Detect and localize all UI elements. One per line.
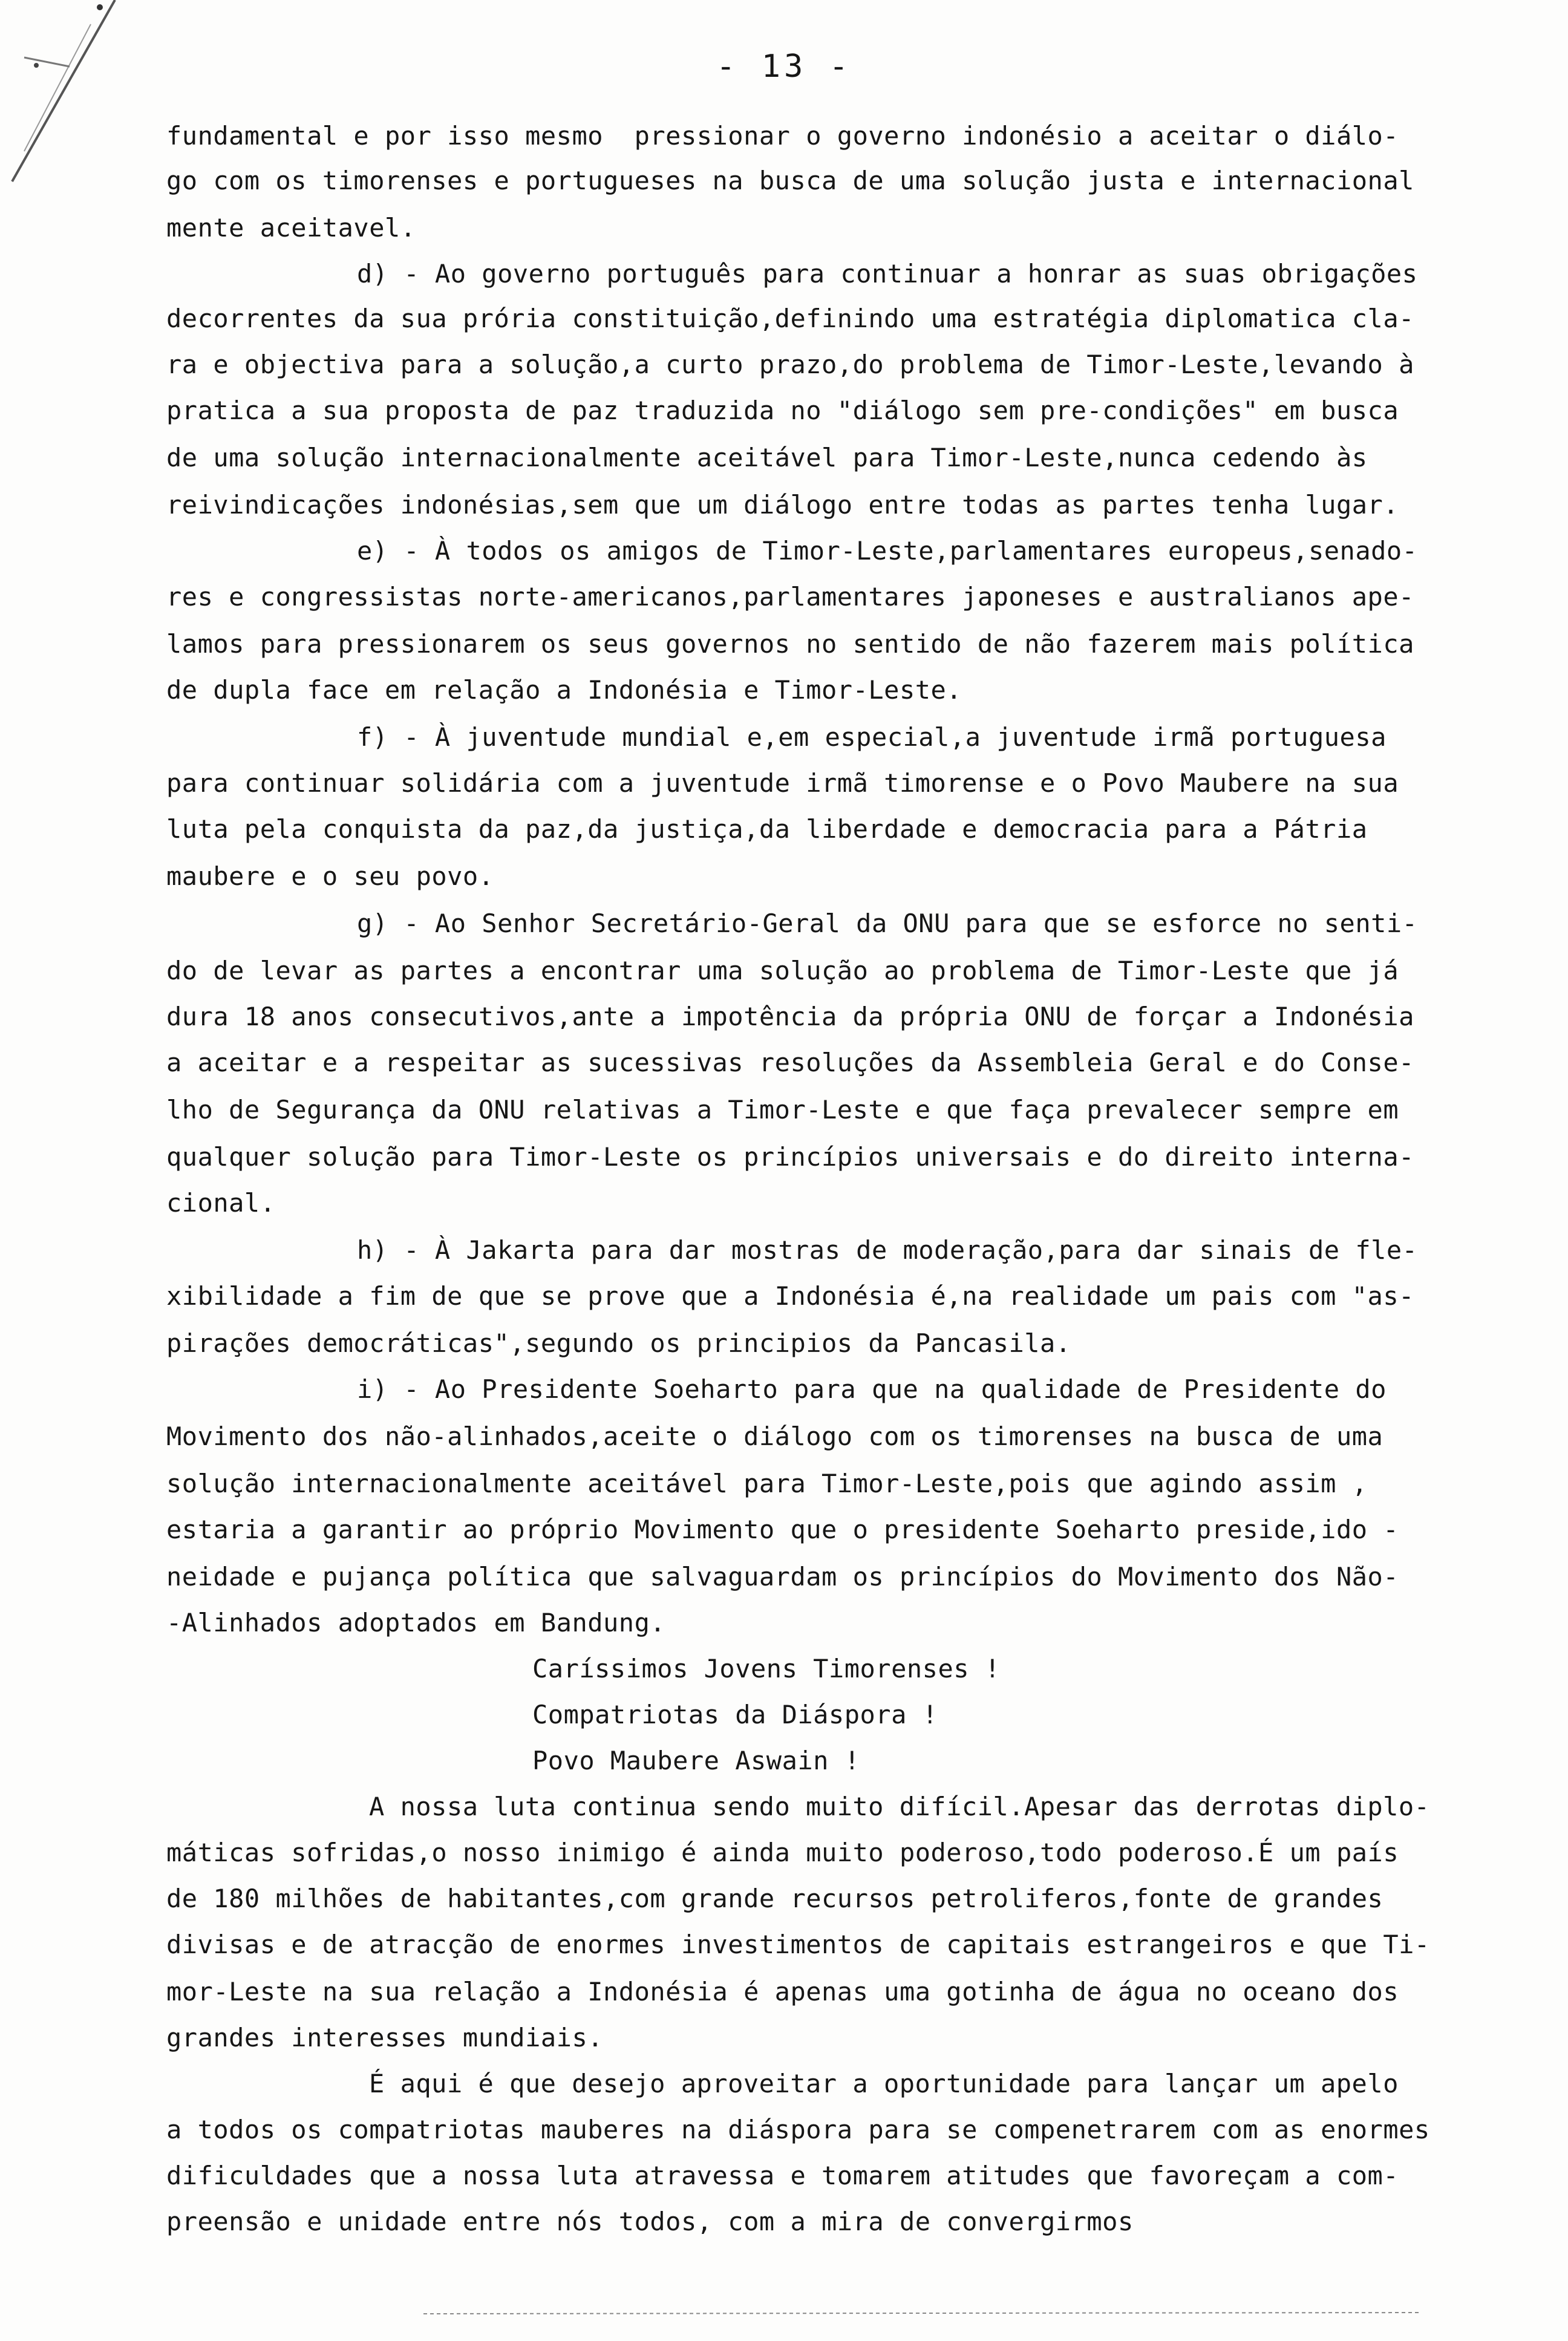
text-line: dificuldades que a nossa luta atravessa e tomarem atitudes que favoreçam a com- [166,2161,1399,2190]
text-line: ra e objectiva para a solução,a curto prazo,do problema de Timor-Leste,levando à [166,350,1414,379]
text-line: luta pela conquista da paz,da justiça,da liberdade e democracia para a Pátria [166,814,1368,844]
text-line: do de levar as partes a encontrar uma solução ao problema de Timor-Leste que já [166,956,1399,985]
text-line: h) - À Jakarta para dar mostras de moderação,para dar sinais de fle- [357,1235,1418,1265]
text-line: preensão e unidade entre nós todos, com a mira de convergirmos [166,2207,1134,2236]
text-line: fundamental e por isso mesmo pressionar o governo indonésio a aceitar o diálo- [166,121,1399,151]
text-line: Compatriotas da Diáspora ! [532,1700,938,1729]
text-line: i) - Ao Presidente Soeharto para que na qualidade de Presidente do [357,1374,1387,1404]
page-number: - 13 - [716,48,852,85]
text-line: f) - À juventude mundial e,em especial,a juventude irmã portuguesa [357,722,1387,752]
bottom-scan-rule [423,2308,1452,2320]
text-line: neidade e pujança política que salvaguardam os princípios do Movimento dos Não- [166,1562,1399,1592]
text-line: a todos os compatriotas mauberes na diáspora para se compenetrarem com as enormes [166,2115,1430,2144]
text-line: Movimento dos não-alinhados,aceite o diálogo com os timorenses na busca de uma [166,1422,1383,1451]
text-line: dura 18 anos consecutivos,ante a impotência da própria ONU de forçar a Indonésia [166,1002,1414,1031]
text-line: A nossa luta continua sendo muito difícil.Apesar das derrotas diplo- [369,1792,1430,1821]
text-line: maubere e o seu povo. [166,861,494,891]
text-line: solução internacionalmente aceitável para Timor-Leste,pois que agindo assim , [166,1469,1368,1498]
text-line: cional. [166,1188,276,1218]
text-line: mente aceitavel. [166,213,416,243]
text-line: divisas e de atracção de enormes investimentos de capitais estrangeiros e que Ti- [166,1930,1430,1959]
text-line: pirações democráticas",segundo os principios da Pancasila. [166,1328,1071,1358]
text-line: máticas sofridas,o nosso inimigo é ainda muito poderoso,todo poderoso.É um país [166,1838,1399,1867]
text-line: reivindicações indonésias,sem que um diálogo entre todas as partes tenha lugar. [166,490,1399,520]
text-line: pratica a sua proposta de paz traduzida no "diálogo sem pre-condições" em busca [166,396,1399,425]
text-line: res e congressistas norte-americanos,parlamentares japoneses e australianos ape- [166,582,1414,612]
text-line: qualquer solução para Timor-Leste os princípios universais e do direito interna- [166,1142,1414,1172]
text-line: -Alinhados adoptados em Bandung. [166,1608,666,1637]
text-line: lamos para pressionarem os seus governos no sentido de não fazerem mais política [166,629,1414,659]
text-line: de uma solução internacionalmente aceitável para Timor-Leste,nunca cedendo às [166,443,1368,472]
text-line: xibilidade a fim de que se prove que a Indonésia é,na realidade um pais com "as- [166,1281,1414,1311]
text-line: go com os timorenses e portugueses na busca de uma solução justa e internacional [166,166,1414,195]
text-line: de dupla face em relação a Indonésia e Timor-Leste. [166,675,962,705]
text-line: a aceitar e a respeitar as sucessivas resoluções da Assembleia Geral e do Conse- [166,1048,1414,1077]
text-line: Povo Maubere Aswain ! [532,1746,860,1775]
text-line: para continuar solidária com a juventude irmã timorense e o Povo Maubere na sua [166,768,1399,798]
text-line: e) - À todos os amigos de Timor-Leste,parlamentares europeus,senado- [357,536,1418,566]
text-line: lho de Segurança da ONU relativas a Timor-Leste e que faça prevalecer sempre em [166,1095,1399,1125]
text-line: grandes interesses mundiais. [166,2023,604,2052]
text-line: É aqui é que desejo aproveitar a oportunidade para lançar um apelo [369,2069,1399,2098]
text-line: d) - Ao governo português para continuar a honrar as suas obrigações [357,259,1418,289]
text-line: mor-Leste na sua relação a Indonésia é apenas uma gotinha de água no oceano dos [166,1977,1399,2006]
text-line: g) - Ao Senhor Secretário-Geral da ONU para que se esforce no senti- [357,909,1418,938]
scan-edge-mark [0,0,121,200]
text-line: de 180 milhões de habitantes,com grande recursos petroliferos,fonte de grandes [166,1884,1383,1913]
text-line: estaria a garantir ao próprio Movimento que o presidente Soeharto preside,ido - [166,1515,1399,1544]
text-line: decorrentes da sua prória constituição,definindo uma estratégia diplomatica cla- [166,304,1414,333]
text-line: Caríssimos Jovens Timorenses ! [532,1654,1001,1683]
